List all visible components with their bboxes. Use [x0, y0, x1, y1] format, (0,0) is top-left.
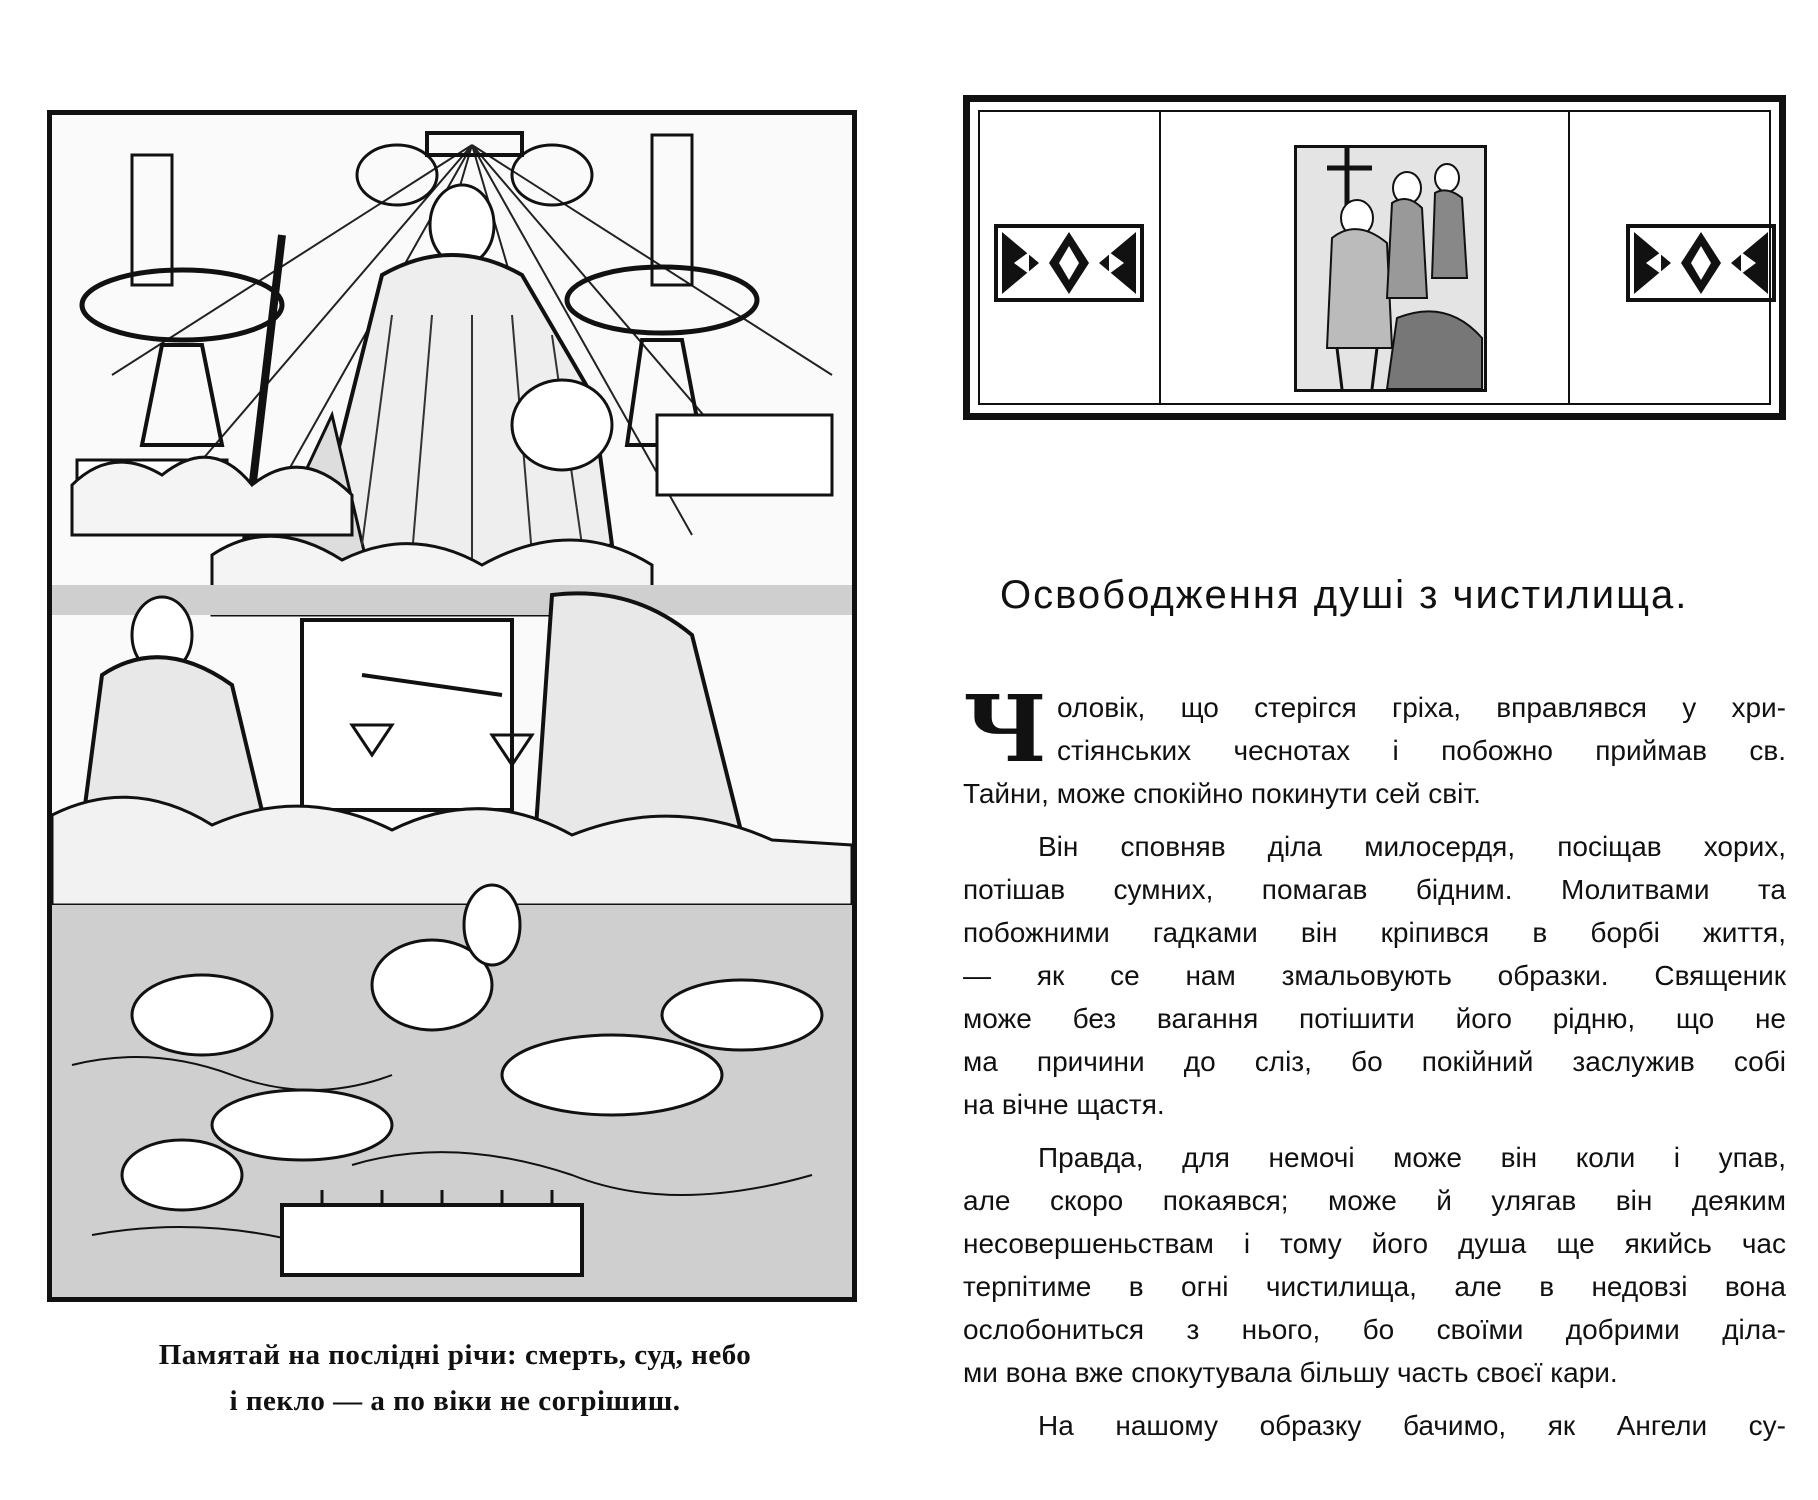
text-line: потішав сумних, помагав бідним. Молитвами та	[963, 874, 1786, 905]
text-line: але скоро покаявся; може й улягав він деяким	[963, 1185, 1786, 1216]
text-line: несовершеньствам і тому його душа ще якийсь час	[963, 1228, 1786, 1259]
paragraph	[963, 675, 1786, 815]
text-line: Тайни, може спокійно покинути сей світ.	[963, 778, 1481, 809]
banner-divider	[1159, 112, 1161, 403]
engraving-illustration	[47, 110, 857, 1302]
text-line: ми вона вже спокутувала більшу часть своєї кари.	[963, 1357, 1618, 1388]
vignette-illustration	[1294, 145, 1487, 392]
caption-line-1: Памятай на послідні річи: смерть, суд, небо	[158, 1339, 752, 1371]
last-things-engraving	[52, 115, 852, 1297]
text-line: може без вагання потішити його рідню, що не	[963, 1003, 1786, 1034]
ornament-icon	[1626, 224, 1776, 302]
text-line: на вічне щастя.	[963, 1089, 1165, 1120]
text-line: ма причини до сліз, бо покійний заслужив собі	[963, 1046, 1786, 1077]
text-line: Правда, для немочі може він коли і упав,	[1038, 1142, 1786, 1173]
paragraph	[963, 1404, 1786, 1447]
paragraph	[963, 1136, 1786, 1394]
paragraph	[963, 825, 1786, 1126]
text-line: ослобониться з нього, бо своїми добрими діла-	[963, 1314, 1786, 1345]
text-line: оловік, що стерігся гріха, вправлявся у хри-	[1057, 692, 1786, 723]
caption-line-2: і пекло — а по віки не согрішиш.	[229, 1385, 681, 1417]
text-line: побожними гадками він кріпився в борбі життя,	[963, 917, 1786, 948]
text-line: стіянських чеснотах і побожно приймав св.	[1057, 735, 1786, 766]
text-line: На нашому образку бачимо, як Ангели су-	[1038, 1410, 1786, 1441]
text-line: терпітиме в огні чистилища, але в недовзі вона	[963, 1271, 1786, 1302]
drop-cap: Ч	[963, 675, 1048, 783]
banner-divider	[1568, 112, 1570, 403]
text-line: Він сповняв діла милосердя, посіщав хорих,	[1038, 831, 1786, 862]
body-text	[963, 675, 1786, 1457]
text-line: — як се нам змальовують образки. Священик	[963, 960, 1786, 991]
header-banner	[963, 95, 1786, 420]
chapter-title: Освободження душі з чистилища.	[1000, 573, 1689, 617]
ornament-icon	[994, 224, 1144, 302]
banner-frame	[978, 110, 1771, 405]
illustration-caption	[40, 1332, 870, 1424]
